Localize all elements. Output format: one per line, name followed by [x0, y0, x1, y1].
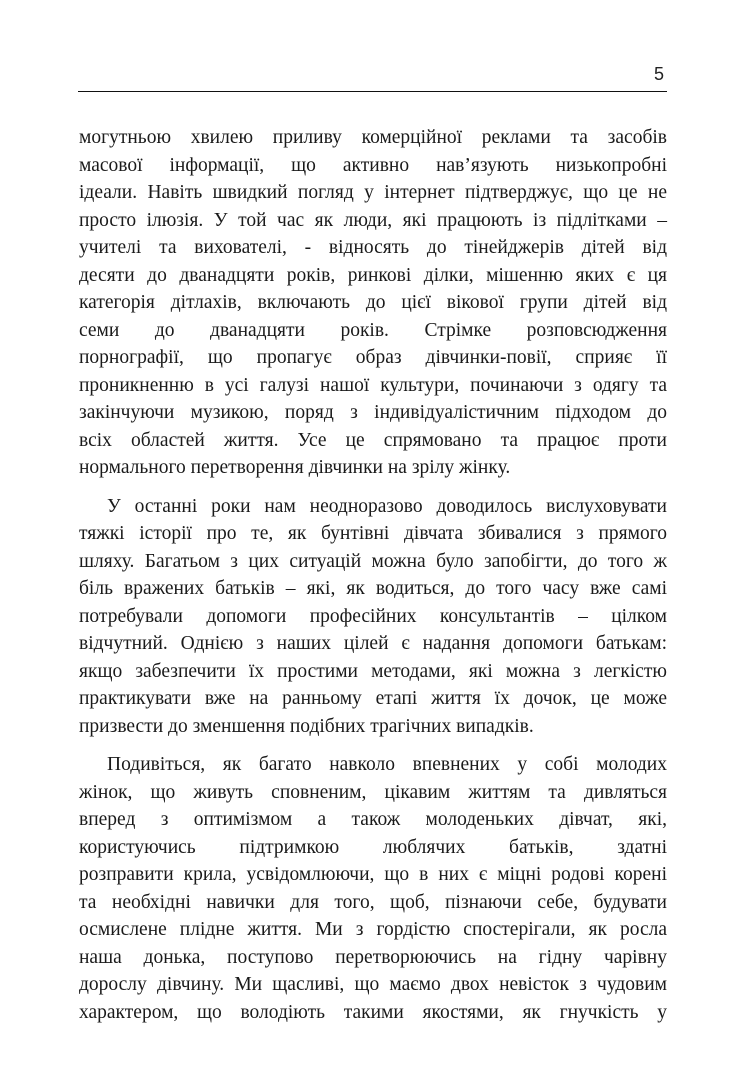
text-line: У останні роки нам неодноразово доводилось вислуховувати — [107, 495, 667, 517]
text-line: практикувати вже на ранньому етапі життя їх дочок, це може — [79, 688, 667, 709]
text-line: ідеали. Навіть швидкий погляд у інтернет підтверджує, що це не — [79, 182, 667, 203]
text-line: вперед з оптимізмом а також молоденьких дівчат, які, — [79, 809, 667, 830]
paragraph-3 — [79, 751, 667, 1026]
text-line: десяти до дванадцяти років, ринкові ділки, мішенню яких є ця — [79, 264, 667, 286]
text-line: Подивіться, як багато навколо впевнених у собі молодих — [107, 754, 667, 775]
page-number: 5 — [653, 64, 664, 84]
header-rule — [78, 91, 667, 92]
text-line: потребували допомоги професійних консультантів – цілком — [79, 605, 667, 627]
text-line: та необхідні навички для того, щоб, пізнаючи себе, будувати — [79, 891, 667, 913]
text-line: шляху. Багатьом з цих ситуацій можна було запобігти, до того ж — [79, 550, 667, 572]
text-line: розправити крила, усвідомлюючи, що в них є міцні родові корені — [79, 864, 667, 885]
text-line: просто ілюзія. У той час як люди, які працюють із підлітками – — [79, 209, 667, 231]
paragraph-spacer — [79, 482, 667, 493]
text-line: семи до дванадцяти років. Стрімке розповсюдження — [79, 319, 667, 341]
paragraph-2 — [79, 493, 667, 741]
text-line: порнографії, що пропагує образ дівчинки-повії, сприяє її — [79, 347, 667, 368]
text-line: наша донька, поступово перетворюючись на гідну чарівну — [79, 946, 667, 968]
text-line: жінок, що живуть сповненим, цікавим життям та дивляться — [79, 781, 667, 803]
text-line: закінчуючи музикою, поряд з індивідуалістичним підходом до — [79, 402, 667, 423]
text-line: всіх областей життя. Усе це спрямовано та працює проти — [79, 429, 667, 451]
text-line: призвести до зменшення подібних трагічних випадків. — [79, 715, 534, 737]
text-line: якщо забезпечити їх простими методами, які можна з легкістю — [79, 660, 667, 682]
text-line: відчутний. Однією з наших цілей є надання допомоги батькам: — [79, 633, 667, 654]
text-line: тяжкі історії про те, як бунтівні дівчата збивалися з прямого — [79, 523, 667, 544]
text-line: дорослу дівчину. Ми щасливі, що маємо двох невісток з чудовим — [79, 974, 667, 995]
text-line: нормального перетворення дівчинки на зрілу жінку. — [79, 457, 511, 478]
text-line: користуючись підтримкою люблячих батьків, здатні — [79, 836, 667, 858]
paragraph-1 — [79, 124, 667, 482]
text-line: масової інформації, що активно нав’язують низькопробні — [79, 154, 667, 176]
text-line: могутньою хвилею приливу комерційної реклами та засобів — [79, 127, 667, 148]
text-line: учителі та вихователі, - відносять до тінейджерів дітей від — [79, 237, 667, 258]
text-line: проникненню в усі галузі нашої культури, починаючи з одягу та — [79, 374, 667, 396]
text-line: осмислене плідне життя. Ми з гордістю спостерігали, як росла — [79, 919, 667, 940]
text-line: біль вражених батьків – які, як водиться, до того часу вже самі — [79, 578, 667, 599]
paragraph-spacer — [79, 740, 667, 751]
text-line: категорія дітлахів, включають до цієї вікової групи дітей від — [79, 292, 667, 313]
text-line: характером, що володіють такими якостями, як гнучкість у — [79, 1001, 667, 1023]
text-body — [79, 124, 667, 1026]
